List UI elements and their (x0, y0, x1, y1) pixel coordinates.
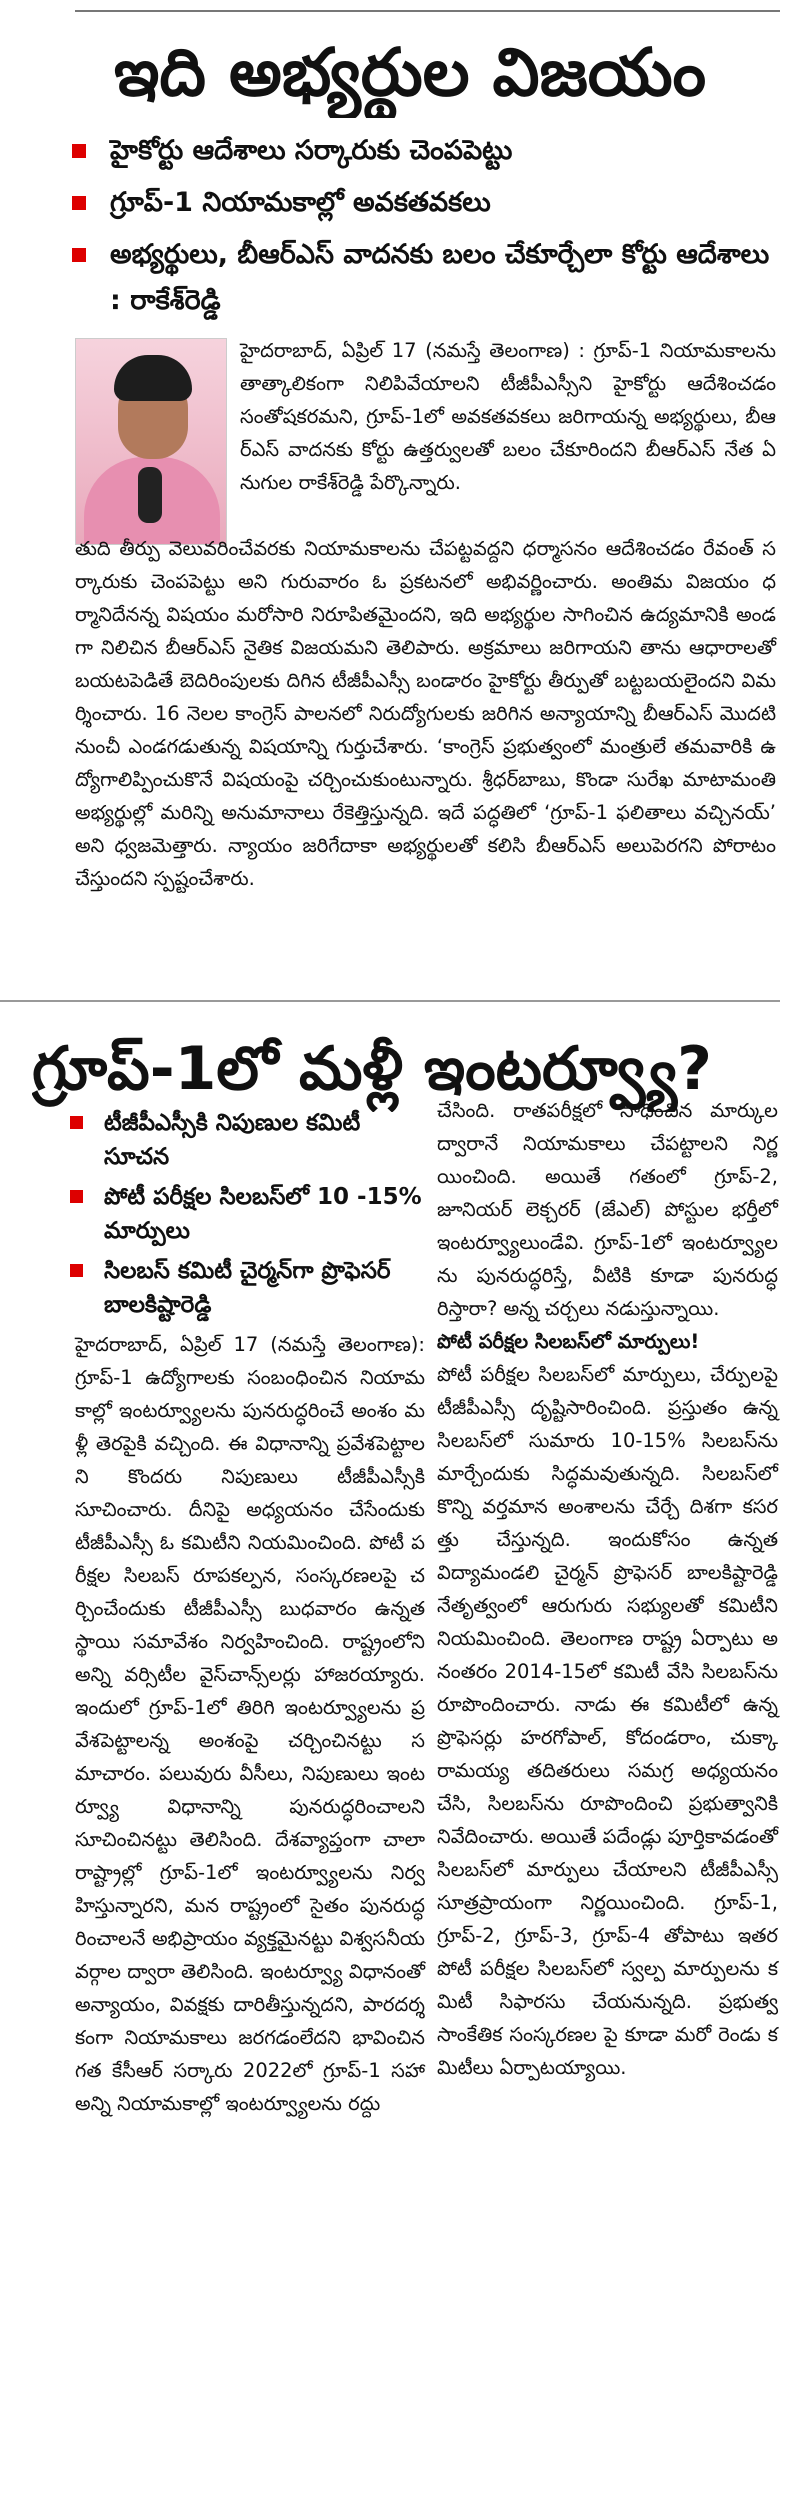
section-divider (0, 1000, 780, 1002)
article1-bullet (70, 128, 780, 174)
bullet-text: టీజీపీఎస్సీకి నిపుణుల కమిటీ సూచన (104, 1110, 361, 1170)
article1-paragraph-bottom: తుది తీర్పు వెలువరించేవరకు నియామకాలను చేపట్టవద్దని ధర్మాసనం ఆదేశించడం రేవంత్‌ సర్కారుకు చెంపపెట్టు అని గురువారం ఓ ప్రకటనలో అభివర్ణించారు. అంతిమ విజయం ధర్మానిదేనన్న విషయం మరోసారి నిరూపితమైందని, ఇది అభ్యర్థుల సాగించిన ఉద్యమానికి అండగా నిలిచిన బీఆర్‌ఎస్‌ నైతిక విజయమని తెలిపారు. అక్రమాలు జరిగాయని తాను ఆధారాలతో బయటపెడితే బెదిరింపులకు దిగిన టీజీపీఎస్సీ బండారం హైకోర్టు తీర్పుతో బట్టబయలైందని విమర్శించారు. 16 నెలల కాంగ్రెస్‌ పాలనలో నిరుద్యోగులకు జరిగిన అన్యాయాన్ని బీఆర్‌ఎస్‌ మొదటి నుంచీ ఎండగడుతున్న విషయాన్ని గుర్తుచేశారు. ‘కాంగ్రెస్‌ ప్రభుత్వంలో మంత్రులే తమవారికి ఉద్యోగాలిప్పించుకొనే విషయంపై చర్చించుకుంటున్నారు. శ్రీధర్‌బాబు, కొండా సురేఖ మాటామంతి అభ్యర్థుల్లో మరిన్ని అనుమానాలు రేకెత్తిస్తున్నది. ఇదే పద్ధతిలో ‘గ్రూప్‌-1 ఫలితాలు వచ్చినయ్‌’ అని ధ్వజమెత్తారు. న్యాయం జరిగేదాకా అభ్యర్థులతో కలిసి బీఆర్‌ఎస్‌ అలుపెరగని పోరాటం చేస్తుందని స్పష్టంచేశారు. (75, 537, 776, 890)
bullet-text: అభ్యర్థులు, బీఆర్‌ఎస్‌ వాదనకు బలం చేకూర్చేలా కోర్టు ఆదేశాలు : రాకేశ్‌రెడ్డి (110, 239, 770, 316)
article2-bullet-list (70, 1106, 430, 1328)
article2-headline: గ్రూప్‌-1లో మళ్లీ ఇంటర్వ్యూ? (32, 1034, 712, 1104)
article1-bullet (70, 232, 780, 324)
bullet-text: సిలబస్‌ కమిటీ చైర్మన్‌గా ప్రొఫెసర్‌ బాలకిష్టారెడ్డి (104, 1258, 391, 1318)
article1-bullet (70, 180, 780, 226)
syllabus-subheading: పోటీ పరీక్షల సిలబస్‌లో మార్పులు! (437, 1330, 700, 1353)
red-square-bullet-icon (72, 144, 86, 158)
red-square-bullet-icon (70, 1264, 83, 1277)
article1-bullet-list (70, 128, 780, 330)
bullet-text: పోటీ పరీక్షల సిలబస్‌లో 10 -15% మార్పులు (104, 1184, 422, 1244)
article1-paragraph-top: హైదరాబాద్‌, ఏప్రిల్‌ 17 (నమస్తే తెలంగాణ) : గ్రూప్‌-1 నియామకాలను తాత్కాలికంగా నిలిపివేయాలని టీజీపీఎస్సీని హైకోర్టు ఆదేశించడం సంతోషకరమని, గ్రూప్‌-1లో అవకతవకలు జరిగాయన్న అభ్యర్థులు, బీఆర్‌ఎస్‌ వాదనకు కోర్టు ఉత్తర్వులతో బలం చేకూరిందని బీఆర్‌ఎస్‌ నేత ఏనుగుల రాకేశ్‌రెడ్డి పేర్కొన్నారు. (240, 339, 776, 494)
red-square-bullet-icon (72, 248, 86, 262)
red-square-bullet-icon (70, 1190, 83, 1203)
article2-bullet (70, 1106, 430, 1174)
right-column-intro: చేసింది. రాతపరీక్షలో సాధించిన మార్కుల ద్వారానే నియామకాలు చేపట్టాలని నిర్ణయించింది. అయితే గతంలో గ్రూప్‌-2, జూనియర్‌ లెక్చరర్‌ (జేఎల్‌) పోస్టుల భర్తీలో ఇంటర్వ్యూలుండేవి. గ్రూప్‌-1లో ఇంటర్వ్యూలను పునరుద్ధరిస్తే, వీటికి కూడా పునరుద్ధరిస్తారా? అన్న చర్చలు నడుస్తున్నాయి. (437, 1099, 778, 1320)
top-rule (75, 10, 780, 12)
article-group1-interview (0, 1012, 800, 2495)
bullet-text: గ్రూప్‌-1 నియామకాల్లో అవకతవకలు (110, 187, 491, 218)
photo-hair (114, 355, 192, 401)
article2-right-column (437, 1094, 778, 2084)
article1-headline: ఇది అభ్యర్థుల విజయం (113, 34, 707, 111)
red-square-bullet-icon (72, 196, 86, 210)
right-column-body: పోటీ పరీక్షల సిలబస్‌లో మార్పులు, చేర్పులపై టీజీపీఎస్సీ దృష్టిసారించింది. ప్రస్తుతం ఉన్న సిలబస్‌లో సుమారు 10-15% సిలబస్‌ను మార్చేందుకు సిద్ధమవుతున్నది. సిలబస్‌లో కొన్ని వర్తమాన అంశాలను చేర్చే దిశగా కసరత్తు చేస్తున్నది. ఇందుకోసం ఉన్నత విద్యామండలి చైర్మన్‌ ప్రొఫెసర్‌ బాలకిష్టారెడ్డి నేతృత్వంలో ఆరుగురు సభ్యులతో కమిటీని నియమించింది. తెలంగాణ రాష్ట్ర ఏర్పాటు అనంతరం 2014-15లో కమిటీ వేసి సిలబస్‌ను రూపొందించారు. నాడు ఈ కమిటీలో ఉన్న ప్రొఫెసర్లు హరగోపాల్‌, కోదండరాం, చుక్కా రామయ్య తదితరులు సమగ్ర అధ్యయనం చేసి, సిలబస్‌ను రూపొందించి ప్రభుత్వానికి నివేదించారు. అయితే పదేండ్లు పూర్తికావడంతో సిలబస్‌లో మార్పులు చేయాలని టీజీపీఎస్సీ సూత్రప్రాయంగా నిర్ణయించింది. గ్రూప్‌-1, గ్రూప్‌-2, గ్రూప్‌-3, గ్రూప్‌-4 తోపాటు ఇతర పోటీ పరీక్షల సిలబస్‌లో స్వల్ప మార్పులను కమిటీ సిఫారసు చేయనున్నది. ప్రభుత్వ సాంకేతిక సంస్కరణల పై కూడా మరో రెండు కమిటీలు ఏర్పాటయ్యాయి. (437, 1363, 778, 2079)
article-candidates-victory (0, 0, 800, 1000)
article2-bullet (70, 1254, 430, 1322)
bullet-text: హైకోర్టు ఆదేశాలు సర్కారుకు చెంపపెట్టు (110, 135, 513, 166)
red-square-bullet-icon (70, 1116, 83, 1129)
microphone-icon (138, 467, 162, 523)
rakesh-reddy-photo (75, 338, 227, 545)
article2-bullet (70, 1180, 430, 1248)
article2-left-column: హైదరాబాద్‌, ఏప్రిల్‌ 17 (నమస్తే తెలంగాణ): గ్రూప్‌-1 ఉద్యోగాలకు సంబంధించిన నియామకాల్లో ఇంటర్వ్యూలను పునరుద్ధరించే అంశం మళ్లీ తెరపైకి వచ్చింది. ఈ విధానాన్ని ప్రవేశపెట్టాలని కొందరు నిపుణులు టీజీపీఎస్సీకి సూచించారు. దీనిపై అధ్యయనం చేసేందుకు టీజీపీఎస్సీ ఓ కమిటీని నియమించింది. పోటీ పరీక్షల సిలబస్‌ రూపకల్పన, సంస్కరణలపై చర్చించేందుకు టీజీపీఎస్సీ బుధవారం ఉన్నతస్థాయి సమావేశం నిర్వహించింది. రాష్ట్రంలోని అన్ని వర్సిటీల వైస్‌చాన్స్‌లర్లు హాజరయ్యారు. ఇందులో గ్రూప్‌-1లో తిరిగి ఇంటర్వ్యూలను ప్రవేశపెట్టాలన్న అంశంపై చర్చించినట్టు సమాచారం. పలువురు వీసీలు, నిపుణులు ఇంటర్వ్యూ విధానాన్ని పునరుద్ధరించాలని సూచించినట్టు తెలిసింది. దేశవ్యాప్తంగా చాలా రాష్ట్రాల్లో గ్రూప్‌-1లో ఇంటర్వ్యూలను నిర్వహిస్తున్నారని, మన రాష్ట్రంలో సైతం పునరుద్ధరించాలనే అభిప్రాయం వ్యక్తమైనట్టు విశ్వసనీయవర్గాల ద్వారా తెలిసింది. ఇంటర్వ్యూ విధానంతో అన్యాయం, వివక్షకు దారితీస్తున్నదని, పారదర్శకంగా నియామకాలు జరగడంలేదని భావించిన గత కేసీఆర్‌ సర్కారు 2022లో గ్రూప్‌-1 సహా అన్ని నియామకాల్లో ఇంటర్వ్యూలను రద్దు (75, 1333, 425, 2115)
